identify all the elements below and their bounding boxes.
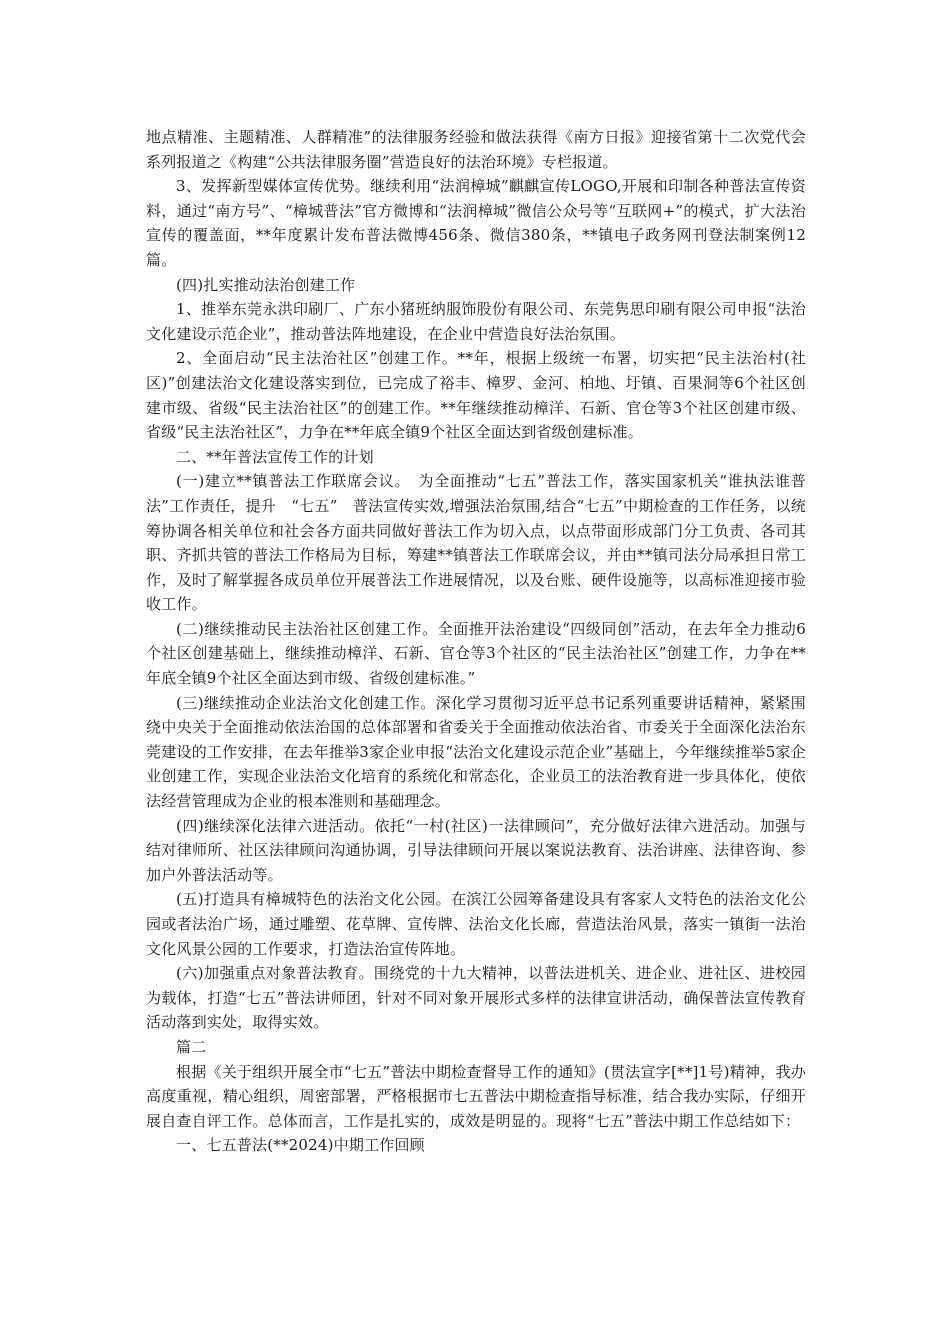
paragraph-new-media: 3、发挥新型媒体宣传优势。继续利用“法润樟城”麒麒宣传LOGO,开展和印制各种普法宣传资料，通过“南方号”、“樟城普法”官方微博和“法润樟城”微信公众号等“互联网+”的模式，扩大法治宣传的覆盖面，**年度累计发布普法微博456条、微信380条，**镇电子政务网刊登法制案例12篇。: [146, 177, 806, 269]
section-heading-plan: 二、**年普法宣传工作的计划: [176, 447, 374, 466]
paragraph-democratic-community: 2、全面启动“民主法治社区”创建工作。**年，根据上级统一布署，切实把“民主法治村(社区)”创建法治文化建设落实到位，已完成了裕丰、樟罗、金河、柏地、圩镇、百果洞等6个社区创建市级、省级“民主法治社区”的创建工作。**年继续推动樟洋、石新、官仓等3个社区创建市级、省级“民主法治社区”，力争在**年底全镇9个社区全面达到省级创建标准。: [146, 349, 806, 442]
paragraph-continuation: 地点精准、主题精准、人群精准”的法律服务经验和做法获得《南方日报》迎接省第十二次党代会系列报道之《构建“公共法律服务圈”营造良好的法治环境》专栏报道。: [146, 128, 806, 171]
section-heading-review: 一、七五普法(**2024)中期工作回顾: [176, 1136, 425, 1155]
section-heading-part-two: 篇二: [176, 1037, 207, 1056]
paragraph-plan-3: (三)继续推动企业法治文化创建工作。深化学习贯彻习近平总书记系列重要讲话精神，紧紧围绕中央关于全面推动依法治国的总体部署和省委关于全面推动依法治省、市委关于全面深化法治东莞建设的工作安排，在去年推举3家企业申报“法治文化建设示范企业”基础上，今年继续推举5家企业创建工作，实现企业法治文化培育的系统化和常态化，企业员工的法治教育进一步具体化，使依法经营管理成为企业的根本准则和基础理念。: [146, 693, 806, 811]
paragraph-plan-1: (一)建立**镇普法工作联席会议。 为全面推动“七五”普法工作，落实国家机关“谁执法谁普法”工作责任，提升 “七五” 普法宣传实效,增强法治氛围,结合“七五”中期检查的工作任务，以统筹协调各相关单位和社会各方面共同做好普法工作为切入点，以点带面形成部门分工负责、各司其职、齐抓共管的普法工作格局为目标，筹建**镇普法工作联席会议，并由**镇司法分局承担日常工作，及时了解掌握各成员单位开展普法工作进展情况，以及台账、硬件设施等，以高标准迎接市验收工作。: [146, 472, 806, 614]
paragraph-plan-4: (四)继续深化法律六进活动。依托“一村(社区)一法律顾问”，充分做好法律六进活动。加强与结对律师所、社区法律顾问沟通协调，引导法律顾问开展以案说法教育、法治讲座、法律咨询、参加户外普法活动等。: [146, 816, 806, 884]
paragraph-enterprise-recommendation: 1、推举东莞永洪印刷厂、广东小猪班纳服饰股份有限公司、东莞隽思印刷有限公司申报“法治文化建设示范企业”，推动普法阵地建设，在企业中营造良好法治氛围。: [146, 300, 806, 343]
section-heading-rule-of-law-creation: (四)扎实推动法治创建工作: [176, 275, 356, 294]
paragraph-plan-6: (六)加强重点对象普法教育。围绕党的十九大精神，以普法进机关、进企业、进社区、进校园为载体，打造“七五”普法讲师团，针对不同对象开展形式多样的法律宣讲活动，确保普法宣传教育活动落到实处，取得实效。: [146, 964, 806, 1032]
paragraph-plan-2: (二)继续推动民主法治社区创建工作。全面推开法治建设“四级同创”活动，在去年全力推动6个社区创建基础上，继续推动樟洋、石新、官仓等3个社区的“民主法治社区”创建工作，力争在**年底全镇9个社区全面达到市级、省级创建标准。”: [146, 619, 806, 688]
document-page: [146, 125, 806, 1158]
paragraph-plan-5: (五)打造具有樟城特色的法治文化公园。在滨江公园筹备建设具有客家人文特色的法治文化公园或者法治广场，通过雕塑、花草牌、宣传牌、法治文化长廊，营造法治风景，落实一镇街一法治文化风景公园的工作要求，打造法治宣传阵地。: [146, 890, 806, 958]
paragraph-part-two-intro: 根据《关于组织开展全市“七五”普法中期检查督导工作的通知》(贯法宣字[**]1号)精神，我办高度重视，精心组织，周密部署，严格根据市七五普法中期检查指导标准，结合我办实际，仔细开展自查自评工作。总体而言，工作是扎实的，成效是明显的。现将“七五”普法中期工作总结如下：: [146, 1062, 806, 1130]
